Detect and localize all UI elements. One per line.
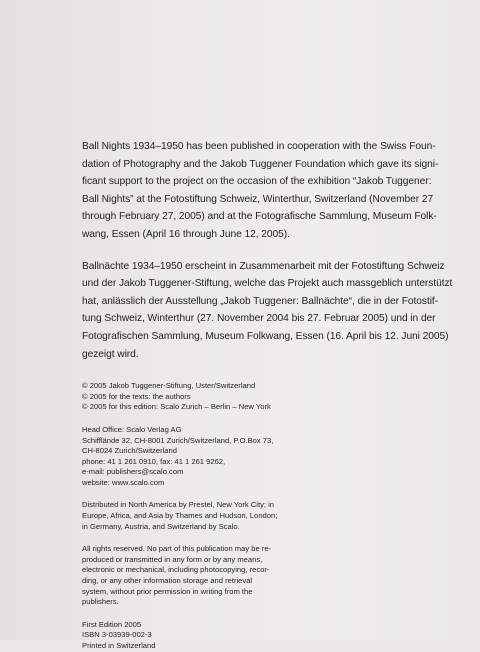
text-line: All rights reserved. No part of this publication may be re- <box>82 544 272 554</box>
text-line: © 2005 Jakob Tuggener-Stiftung, Uster/Switzerland <box>82 381 256 391</box>
text-line: in Germany, Austria, and Switzerland by Scalo. <box>82 521 240 531</box>
text-line: system, without prior permission in writing from the <box>82 586 253 596</box>
colophon <box>82 138 462 652</box>
text-line: CH-8024 Zurich/Switzerland <box>82 446 177 456</box>
text-line: e-mail: publishers@scalo.com <box>82 467 184 477</box>
text-line: © 2005 for the texts: the authors <box>82 391 191 401</box>
text-line: hat, anlässlich der Ausstellung „Jakob Tuggener: Ballnächte“, die in der Fotostif- <box>82 295 439 307</box>
text-line: First Edition 2005 <box>82 619 142 629</box>
text-line: Fotografischen Sammlung, Museum Folkwang, Essen (16. April bis 12. Juni 2005) <box>82 330 449 342</box>
text-line: Ball Nights” at the Fotostiftung Schweiz, Winterthur, Switzerland (November 27 <box>82 193 434 205</box>
text-line: Europe, Africa, and Asia by Thames and Hudson, London; <box>82 511 278 521</box>
text-line: wang, Essen (April 16 through June 12, 2005). <box>82 228 290 240</box>
text-line: und der Jakob Tuggener-Stiftung, welche das Projekt auch massgeblich unterstützt <box>82 278 453 290</box>
english-paragraph <box>82 138 462 244</box>
text-line: tung Schweiz, Winterthur (27. November 2004 bis 27. Februar 2005) und in der <box>82 313 436 325</box>
publisher-address-block <box>82 425 462 489</box>
rights-block <box>82 544 462 608</box>
german-paragraph <box>82 258 462 364</box>
text-line: website: www.scalo.com <box>82 477 165 487</box>
edition-block <box>82 620 462 652</box>
text-line: electronic or mechanical, including photocopying, recor- <box>82 565 270 575</box>
text-line: phone: 41 1 261 0910, fax: 41 1 261 9262, <box>82 456 226 466</box>
text-line: Ballnächte 1934–1950 erscheint in Zusammenarbeit mit der Fotostiftung Schweiz <box>82 260 445 272</box>
text-line: Distributed in North America by Prestel, New York City; in <box>82 500 275 510</box>
text-line: dation of Photography and the Jakob Tuggener Foundation which gave its signi- <box>82 158 439 170</box>
text-line: ding, or any other information storage and retrieval <box>82 576 253 586</box>
distribution-block <box>82 500 462 532</box>
text-line: through February 27, 2005) and at the Fotografische Sammlung, Museum Folk- <box>82 211 437 223</box>
text-line: Ball Nights 1934–1950 has been published in cooperation with the Swiss Foun- <box>82 141 436 152</box>
text-line: gezeigt wird. <box>82 348 139 360</box>
text-line: produced or transmitted in any form or by any means, <box>82 554 263 564</box>
text-line: Schifflände 32, CH-8001 Zurich/Switzerland, P.O.Box 73, <box>82 435 274 445</box>
copyright-block <box>82 381 462 413</box>
text-line: © 2005 for this edition: Scalo Zurich – Berlin – New York <box>82 402 271 412</box>
text-line: Head Office: Scalo Verlag AG <box>82 424 182 434</box>
text-line: Printed in Switzerland <box>82 641 156 650</box>
text-line: ficant support to the project on the occasion of the exhibition “Jakob Tuggener: <box>82 176 432 188</box>
text-line: publishers. <box>82 597 119 607</box>
isbn: ISBN 3-03939-002-3 <box>82 630 152 640</box>
